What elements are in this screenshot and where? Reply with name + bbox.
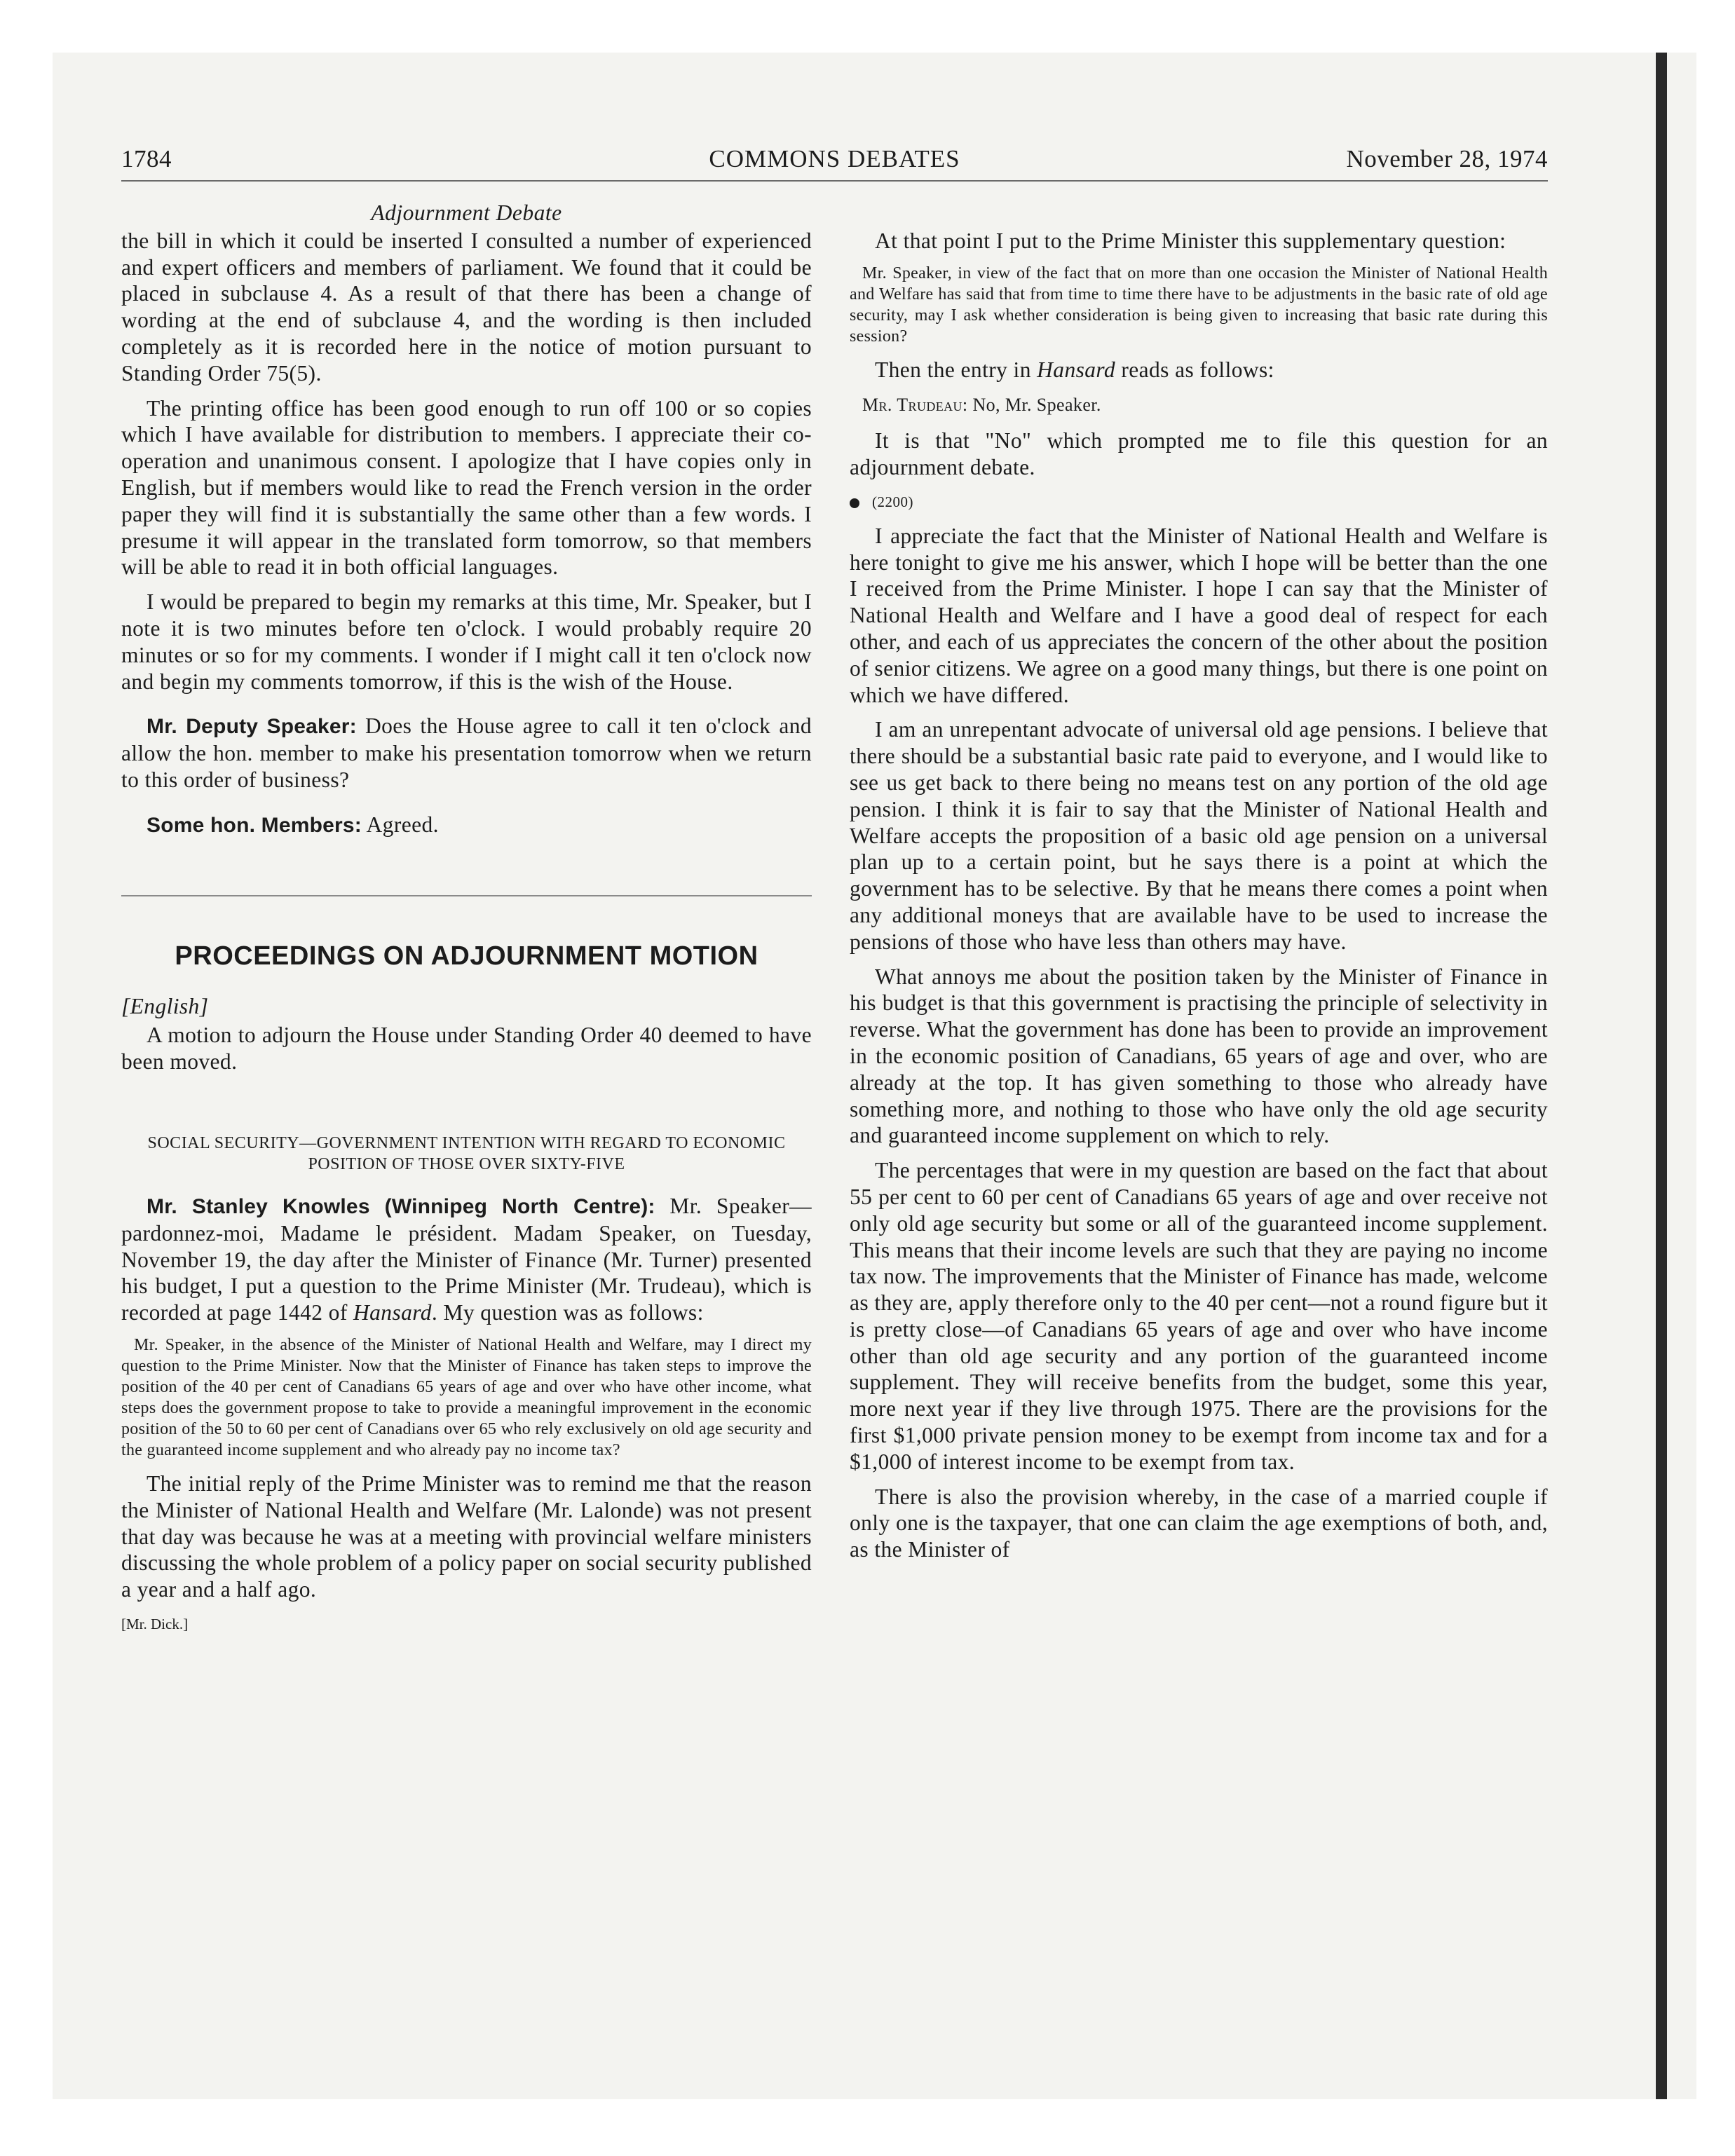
section-divider bbox=[121, 895, 812, 896]
bullet-icon bbox=[850, 498, 859, 508]
paragraph: The percentages that were in my question are based on the fact that about 55 per cent to 60 per cent of Canadians 65 years of age and over receive not only old age security but some or all of the guaranteed income supplement. This means that their income levels are such that they are paying no income tax now. The improvements that the Minister of Finance has made, welcome as they are, apply therefore only to the 40 per cent—not a round figure but it is pretty close—of Canadians 65 years of age and over who have income other than old age security and any portion of the guaranteed income supplement. They will receive benefits from the budget, some this year, more next year if they live through 1975. There are the provisions for the first $1,000 private pension money to be exempt from income tax and for a $1,000 of interest income to be exempt from tax. bbox=[850, 1158, 1548, 1474]
hansard-reference: Hansard bbox=[353, 1300, 432, 1325]
publication-title: COMMONS DEBATES bbox=[709, 145, 960, 172]
page-date: November 28, 1974 bbox=[1346, 145, 1548, 172]
paragraph: It is that "No" which prompted me to file this question for an adjournment debate. bbox=[850, 428, 1548, 480]
running-head: Adjournment Debate bbox=[371, 200, 562, 225]
paragraph: I would be prepared to begin my remarks at this time, Mr. Speaker, but I note it is two minutes before ten o'clock. I would probably require 20 minutes or so for my comments. I wonder if I might call it ten o'clock now and begin my comments tomorrow, if this is the wish of the House. bbox=[121, 589, 812, 694]
paragraph: Then the entry in Hansard reads as follows: bbox=[875, 357, 1274, 382]
section-heading: PROCEEDINGS ON ADJOURNMENT MOTION bbox=[175, 941, 758, 971]
time-marker: (2200) bbox=[850, 489, 1548, 516]
speech-text: Does the House agree to call it ten o'clock and allow the hon. member to make his presentation tomorrow when we return to this order of business? bbox=[121, 714, 812, 792]
right-column bbox=[850, 228, 1548, 1571]
speaker-name: Mr. Trudeau: bbox=[862, 394, 968, 415]
paragraph bbox=[121, 812, 812, 839]
paragraph: The printing office has been good enough to run off 100 or so copies which I have available for distribution to members. I appreciate their co-operation and unanimous consent. I apologize that I have copies only in English, but if members would like to read the French version in the order paper they will find it is substantially the same other than a few words. I presume it will appear in the translated form tomorrow, so that members will be able to read it in both official languages. bbox=[121, 395, 812, 580]
left-column bbox=[121, 200, 812, 1638]
hansard-entry bbox=[850, 392, 1548, 418]
speaker-name: Some hon. Members: bbox=[147, 813, 362, 837]
paragraph: the bill in which it could be inserted I consulted a number of experienced and expert officers and members of parliament. We found that it could be placed in subclause 4. As a result of that there has been a change of wording at the end of subclause 4, and the wording is then included completely as it is recorded here in the notice of motion pursuant to Standing Order 75(5). bbox=[121, 228, 812, 386]
speech-text: Mr. Speaker—pardonnez-moi, Madame le président. Madam Speaker, on Tuesday, November 19, the day after the Minister of Finance (Mr. Turner) presented his budget, I put a question to the Prime Minister (Mr. Trudeau), which is recorded at page 1442 of bbox=[121, 1193, 812, 1325]
paragraph: There is also the provision whereby, in the case of a married couple if only one is the taxpayer, that one can claim the age exemptions of both, and, as the Minister of bbox=[850, 1484, 1548, 1562]
speaker-name: Mr. Stanley Knowles (Winnipeg North Centre): bbox=[147, 1194, 655, 1218]
page-number: 1784 bbox=[121, 145, 172, 172]
paragraph: I am an unrepentant advocate of universal old age pensions. I believe that there should be a substantial basic rate paid to everyone, and I would like to see us get back to there being no means test on any portion of the old age pension. I think it is fair to say that the Minister of National Health and Welfare accepts the proposition of a basic old age pension on a universal plan up to a certain point, but he says there is a point at which the government has to be selective. By that he means there comes a point when any additional moneys that are available have to be used to increase the pensions of those who have less than others may have. bbox=[850, 717, 1548, 954]
paragraph: The initial reply of the Prime Minister was to remind me that the reason the Minister of National Health and Welfare (Mr. Lalonde) was not present that day was because he was at a meeting with provincial welfare ministers discussing the whole problem of a policy paper on social security published a year and a half ago. bbox=[121, 1471, 812, 1602]
paragraph: I appreciate the fact that the Minister of National Health and Welfare is here tonight to give me his answer, which I hope will be better than the one I received from the Prime Minister. I hope I can say that the Minister of National Health and Welfare and I have a good deal of respect for each other, and each of us appreciates the concern of the other about the position of senior citizens. We agree on a good many things, but there is one point on which we have differed. bbox=[850, 523, 1548, 707]
quoted-question: Mr. Speaker, in the absence of the Minister of National Health and Welfare, may I direct my question to the Prime Minister. Now that the Minister of Finance has taken steps to improve the position of the 40 per cent of Canadians 65 years of age and over who have other income, what steps does the government propose to take to provide a meaningful improvement in the economic position of the 50 to 60 per cent of Canadians over 65 who rely exclusively on old age security and the guaranteed income supplement and who already pay no income tax? bbox=[121, 1335, 812, 1459]
speech-text: Agreed. bbox=[366, 812, 439, 837]
scan-edge-shadow bbox=[1656, 53, 1667, 2099]
speech-text: . My question was as follows: bbox=[431, 1300, 704, 1325]
quoted-question: Mr. Speaker, in view of the fact that on more than one occasion the Minister of National Health and Welfare has said that from time to time there have to be adjustments in the basic rate of old age security, may I ask whether consideration is being given to increasing that basic rate during this session? bbox=[850, 264, 1548, 346]
paragraph: What annoys me about the position taken by the Minister of Finance in his budget is that this government is practising the principle of selectivity in reverse. What the government has done has been to provide an improvement in the economic position of Canadians, 65 years of age and over, who are already at the top. It has given something to those who already have something more, and nothing to those who have only the old age security and guaranteed income supplement on which to rely. bbox=[850, 964, 1548, 1148]
language-tag: [English] bbox=[121, 993, 209, 1018]
speaker-name: Mr. Deputy Speaker: bbox=[147, 715, 357, 739]
paragraph: At that point I put to the Prime Minister this supplementary question: bbox=[875, 228, 1506, 253]
hansard-reference: Hansard bbox=[1037, 357, 1116, 382]
paragraph: A motion to adjourn the House under Standing Order 40 deemed to have been moved. bbox=[121, 1023, 812, 1074]
paragraph bbox=[121, 713, 812, 793]
debate-subheading: SOCIAL SECURITY—GOVERNMENT INTENTION WITH REGARD TO ECONOMIC POSITION OF THOSE OVER SIXTY-FIVE bbox=[147, 1133, 786, 1173]
paragraph bbox=[121, 1193, 812, 1326]
speech-text: No, Mr. Speaker. bbox=[972, 394, 1101, 415]
speaker-tag: [Mr. Dick.] bbox=[121, 1615, 189, 1632]
page-header bbox=[121, 145, 1548, 182]
